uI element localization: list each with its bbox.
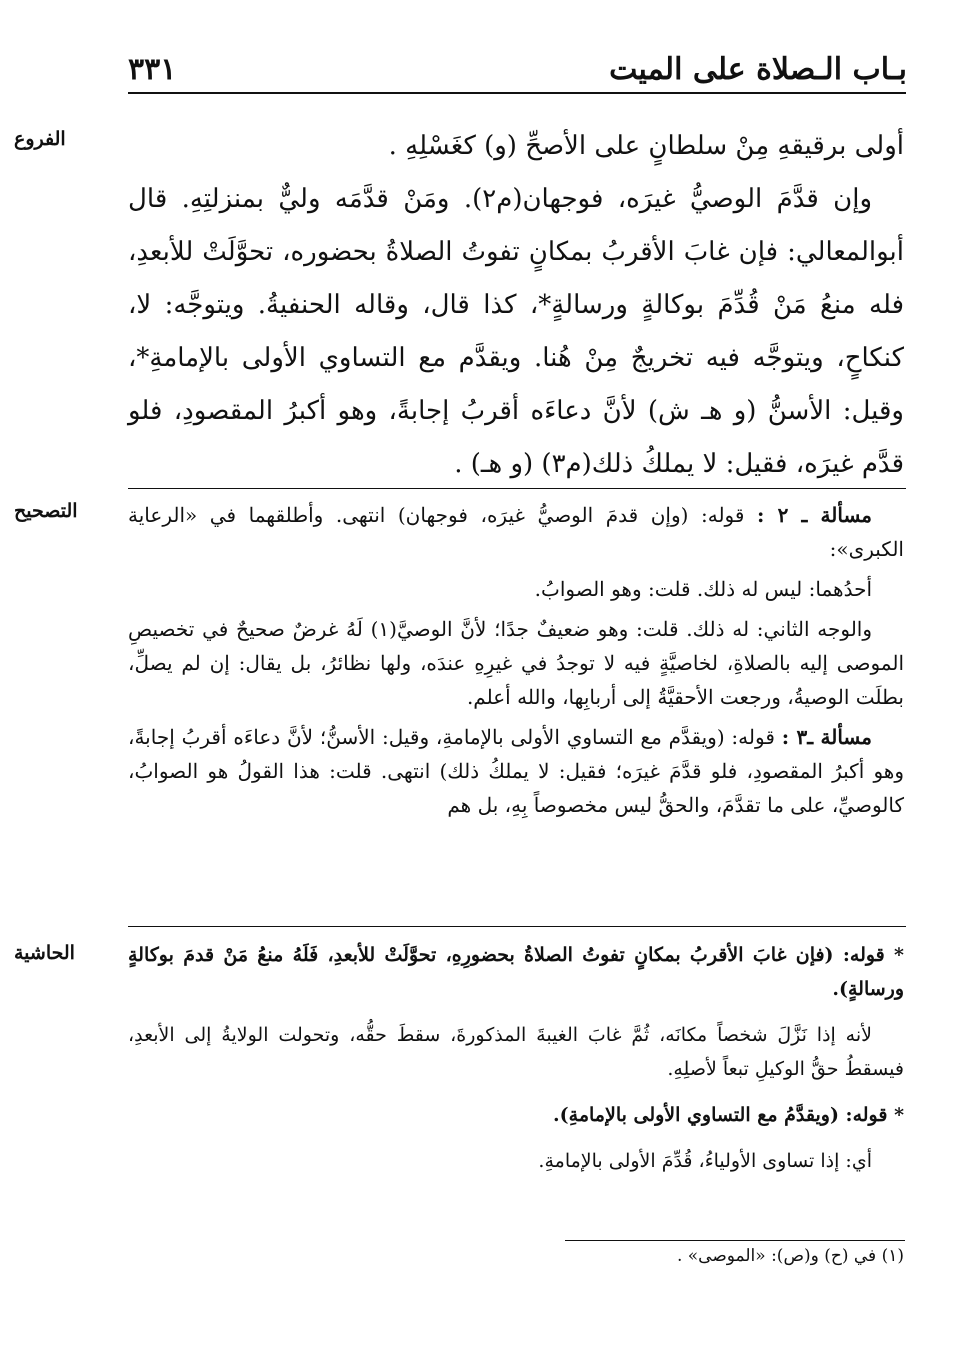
furu-section (128, 120, 904, 491)
masala-2 (128, 498, 904, 566)
label-tashih: التصحيح (14, 500, 78, 522)
label-hashiya: الحاشية (14, 942, 75, 964)
tashih-section (128, 498, 904, 822)
footnote: (١) في (ح) و(ص): «الموصى» . (676, 1246, 904, 1266)
furu-paragraph: وإن قدَّمَ الوصيُّ غيرَه، فوجهان(م٢). ومَنْ قدَّمَه وليٌّ بمنزلتِهِ. قال أبوالمعالي: فإن غابَ الأقربُ بمكانٍ تفوتُ الصلاةُ بحضوره، تحوَّلَتْ للأبعدِ، فله منعُ مَنْ قُدِّمَ بوكالةٍ ورسالةٍ*، كذا قال، وقاله الحنفيةُ. ويتوجَّه: لا، كنكاحٍ، ويتوجَّه فيه تخريجٌ مِنْ هُنا. ويقدَّم مع التساوي الأولى بالإمامةِ*، وقيل: الأسنُّ (و هـ ش) لأنَّ دعاءَه أقربُ إجابةً، وهو أكبرُ المقصودِ، فلو قدَّم غيرَه، فقيل: لا يملكُ ذلك(م٣) (و هـ) . (128, 184, 904, 479)
footnote-rule (565, 1240, 905, 1241)
section-divider-2 (128, 926, 906, 927)
hashiya-quote-2: * قوله: (ويقدَّمُ مع التساوي الأولى بالإمامةِ). (553, 1104, 904, 1126)
masala-3-text: قوله: (ويقدَّم مع التساوي الأولى بالإمامةِ، وقيل: الأسنُّ؛ لأنَّ دعاءَه أقربُ إجابةً، وهو أكبرُ المقصودِ، فلو قدَّمَ غيرَه؛ فقيل: لا يملكُ ذلك) انتهى. قلت: هذا القولُ هو الصوابُ، كالوصيِّ، على ما تقدَّمَ، والحقُّ ليس مخصوصاً بِهِ، بل هم (128, 725, 904, 817)
masala-2-text: قوله: (وإن قدمَ الوصيُّ غيرَه، فوجهان) انتهى. وأطلقهما في «الرعاية الكبرى»: (128, 503, 904, 561)
furu-line-1: أولى برقيقهِ مِنْ سلطانٍ على الأصحِّ (و) كغَسْلِهِ . (388, 131, 904, 161)
page-number: ٣٣١ (128, 52, 177, 87)
hashiya-comment-1: لأنه إذا نَزَّلَ شخصاً مكانَه، ثُمَّ غابَ الغيبةَ المذكورةَ، سقطَ حقُّه، وتحولت الولايةُ إلى الأبعدِ، فيسقطُ حقُّ الوكيلِ تبعاً لأصلِهِ. (128, 1024, 904, 1080)
label-furu: الفروع (14, 128, 66, 150)
hashiya-quote-1: * قوله: (فإن غابَ الأقربُ بمكانٍ تفوتُ الصلاةُ بحضورِهِ، تحوَّلَتْ للأبعدِ، فَلَهُ منعُ مَنْ قدمَ بوكالةٍ ورسالةٍ). (128, 944, 904, 1000)
masala-3-title: مسألة ـ٣ : (781, 725, 872, 749)
first-view: أحدُهما: ليس له ذلك. قلت: وهو الصوابُ. (534, 577, 872, 601)
hashiya-section (128, 938, 904, 1178)
running-title: بـاب الـصلاة على الميت (609, 52, 907, 87)
second-view: والوجه الثاني: له ذلك. قلت: وهو ضعيفٌ جدًا؛ لأنَّ الوصيَّ(١) لَهُ غرضٌ صحيحٌ في تخصيصِ الموصى إليه بالصلاةِ، لخاصيَّةٍ فيه لا توجدُ في غيرِهِ عندَه، ولها نظائرُ، بل يقال: إن لم يصلِّ، بطلَت الوصيةُ، ورجعت الأحقيَّةُ إلى أربابِها، والله أعلم. (128, 617, 904, 709)
masala-2-title: مسألة ـ ٢ : (757, 503, 873, 527)
header-rule (128, 92, 906, 94)
masala-3 (128, 720, 904, 822)
section-divider-1 (128, 488, 906, 489)
hashiya-comment-2: أي: إذا تساوى الأولياءُ، قُدِّمَ الأولى بالإمامةِ. (538, 1150, 872, 1172)
